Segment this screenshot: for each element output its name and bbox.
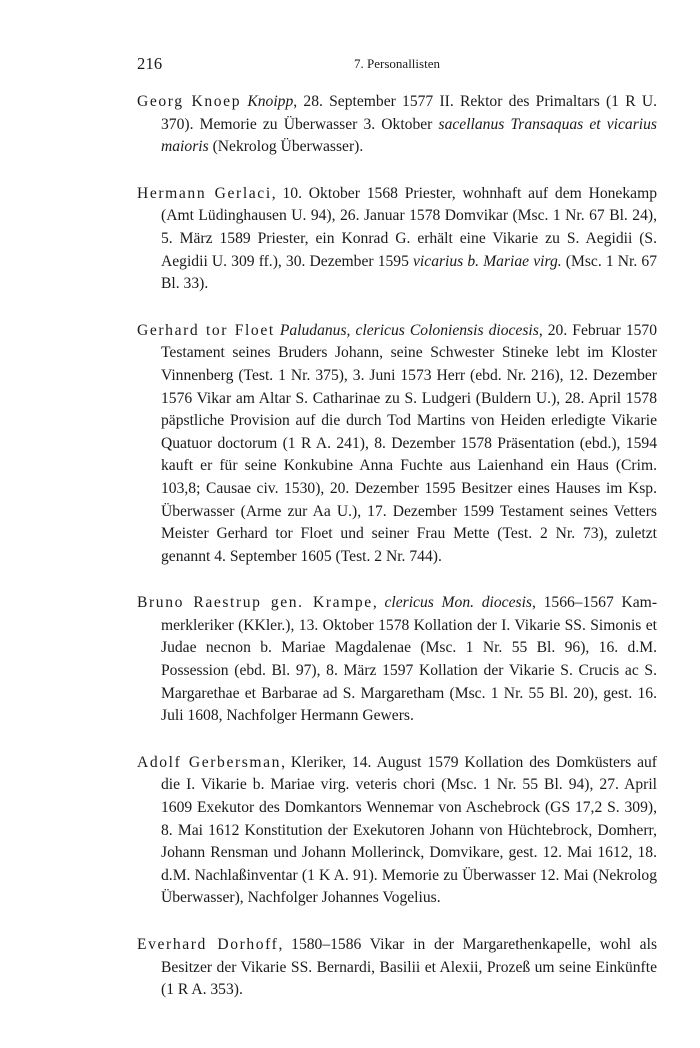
person-entry: [137, 91, 657, 159]
latin-phrase: Knoipp: [247, 93, 294, 110]
entry-text: , 10. Oktober 1568 Priester, wohnhaft auf dem Honekamp (Amt Lüdinghausen U. 94), 26. Januar 1578 Domvikar (Msc. 1 Nr. 67 Bl. 24), 5. März 1589 Priester, ein Konrad G. erhält eine Vikarie zu S. Aegidii (S. Aegidii U. 309 ff.), 30. Dezember 1595: [161, 184, 658, 270]
entry-text: , 1580–1586 Vikar in der Margarethenkapelle, wohl als Besitzer der Vikarie SS. Bernardi, Basilii et Alexii, Prozeß um seine Einkünfte (1 R A. 353).: [161, 936, 658, 999]
surname: Knoep: [191, 93, 242, 110]
person-entry: [137, 183, 657, 296]
person-entry: [137, 320, 657, 569]
latin-phrase: Paludanus, clericus Coloniensis diocesis: [279, 321, 539, 339]
given-name: Bruno: [137, 594, 184, 612]
entry-text: , Kleriker, 14. August 1579 Kollation des Domküsters auf die I. Vikarie b. Mariae virg. veteris chori (Msc. 1 Nr. 55 Bl. 94), 27. April 1609 Exekutor des Domkantors Wennemar von Aschebrock (GS 17,2 S. 309), 8. Mai 1612 Konstitution der Exekutoren Johann von Hüchtebrock, Domherr, Johann Rensman und Johann Mollerinck, Domvikare, gest. 12. Mai 1612, 18. d.M. Nachlaßinventar (1 K A. 91). Memorie zu Überwasser 12. Mai (Nekrolog Überwasser), Nachfolger Johannes Vogelius.: [161, 753, 658, 907]
given-name: Hermann: [137, 184, 207, 202]
surname: tor Floet: [205, 321, 275, 339]
person-name: [137, 93, 241, 110]
surname: Dorhoff: [217, 936, 279, 953]
entry-text: ,: [372, 594, 385, 612]
latin-phrase: clericus Mon. diocesis: [384, 594, 532, 612]
surname: Gerbersman: [188, 753, 282, 771]
person-entry: [137, 934, 657, 1002]
entry-text: , 20. Februar 1570 Testament seines Bruders Johann, seine Schwester Stineke lebt im Kloster Vinnenberg (Test. 1 Nr. 375), 3. Juni 1573 Herr (ebd. Nr. 216), 12. Dezember 1576 Vikar am Altar S. Catharinae zu S. Ludgeri (Buldern U.), 28. April 1578 päpstliche Provision auf die durch Tod Martins von Heiden erledigte Vikarie Quatuor doctorum (1 R A. 241), 8. Dezember 1578 Präsentation (ebd.), 1594 kauft er für seine Konkubine Anna Fuchte aus Laienhand ein Haus (Crim. 103,8; Causae civ. 1530), 20. Dezember 1595 Besitzer eines Hauses im Ksp. Überwasser (Arme zur Aa U.), 17. Dezember 1599 Testament seines Vetters Meister Gerhard tor Floet und seiner Frau Mette (Test. 2 Nr. 73), zuletzt genannt 4. September 1605 (Test. 2 Nr. 744).: [161, 321, 658, 565]
surname: Gerlaci: [214, 184, 272, 202]
person-name: [137, 754, 281, 771]
person-entry: [137, 752, 657, 910]
entry-text: (Nekrolog Überwasser).: [208, 138, 364, 156]
page-header: [137, 54, 657, 76]
person-name: [137, 594, 373, 611]
entry-text: (Msc. 1 Nr. 67 Bl. 33).: [161, 252, 657, 293]
person-entry-list: [137, 91, 657, 1026]
person-name: [137, 185, 272, 202]
surname: Raestrup gen. Krampe: [193, 594, 373, 612]
given-name: Adolf: [137, 753, 182, 771]
given-name: Everhard: [137, 936, 207, 953]
given-name: Georg: [137, 93, 184, 110]
running-title: 7. Personallisten: [354, 56, 440, 71]
person-name: [137, 322, 275, 339]
person-name: [137, 936, 278, 953]
latin-phrase: sacellanus Transaquas et vicarius maioris: [161, 115, 657, 156]
latin-phrase: vicarius b. Mariae virg.: [413, 252, 562, 270]
page-number: 216: [137, 54, 163, 73]
person-entry: [137, 592, 657, 728]
entry-text: , 1566–1567 Kammerkleriker (KKler.), 13. Oktober 1578 Kollation der I. Vikarie SS. Simonis et Judae necnon b. Mariae Magdalenae (Msc. 1 Nr. 55 Bl. 96), 16. d.M. Possession (ebd. Bl. 97), 8. März 1597 Kollation der Vikarie S. Crucis ac S. Margarethae et Barbarae ad S. Margaretham (Msc. 1 Nr. 55 Bl. 20), gest. 16. Juli 1608, Nachfolger Hermann Gewers.: [161, 594, 658, 725]
given-name: Gerhard: [137, 321, 200, 339]
entry-text: , 28. September 1577 II. Rektor des Primaltars (1 R U. 370). Memorie zu Überwasser 3. Oktober: [161, 93, 658, 133]
